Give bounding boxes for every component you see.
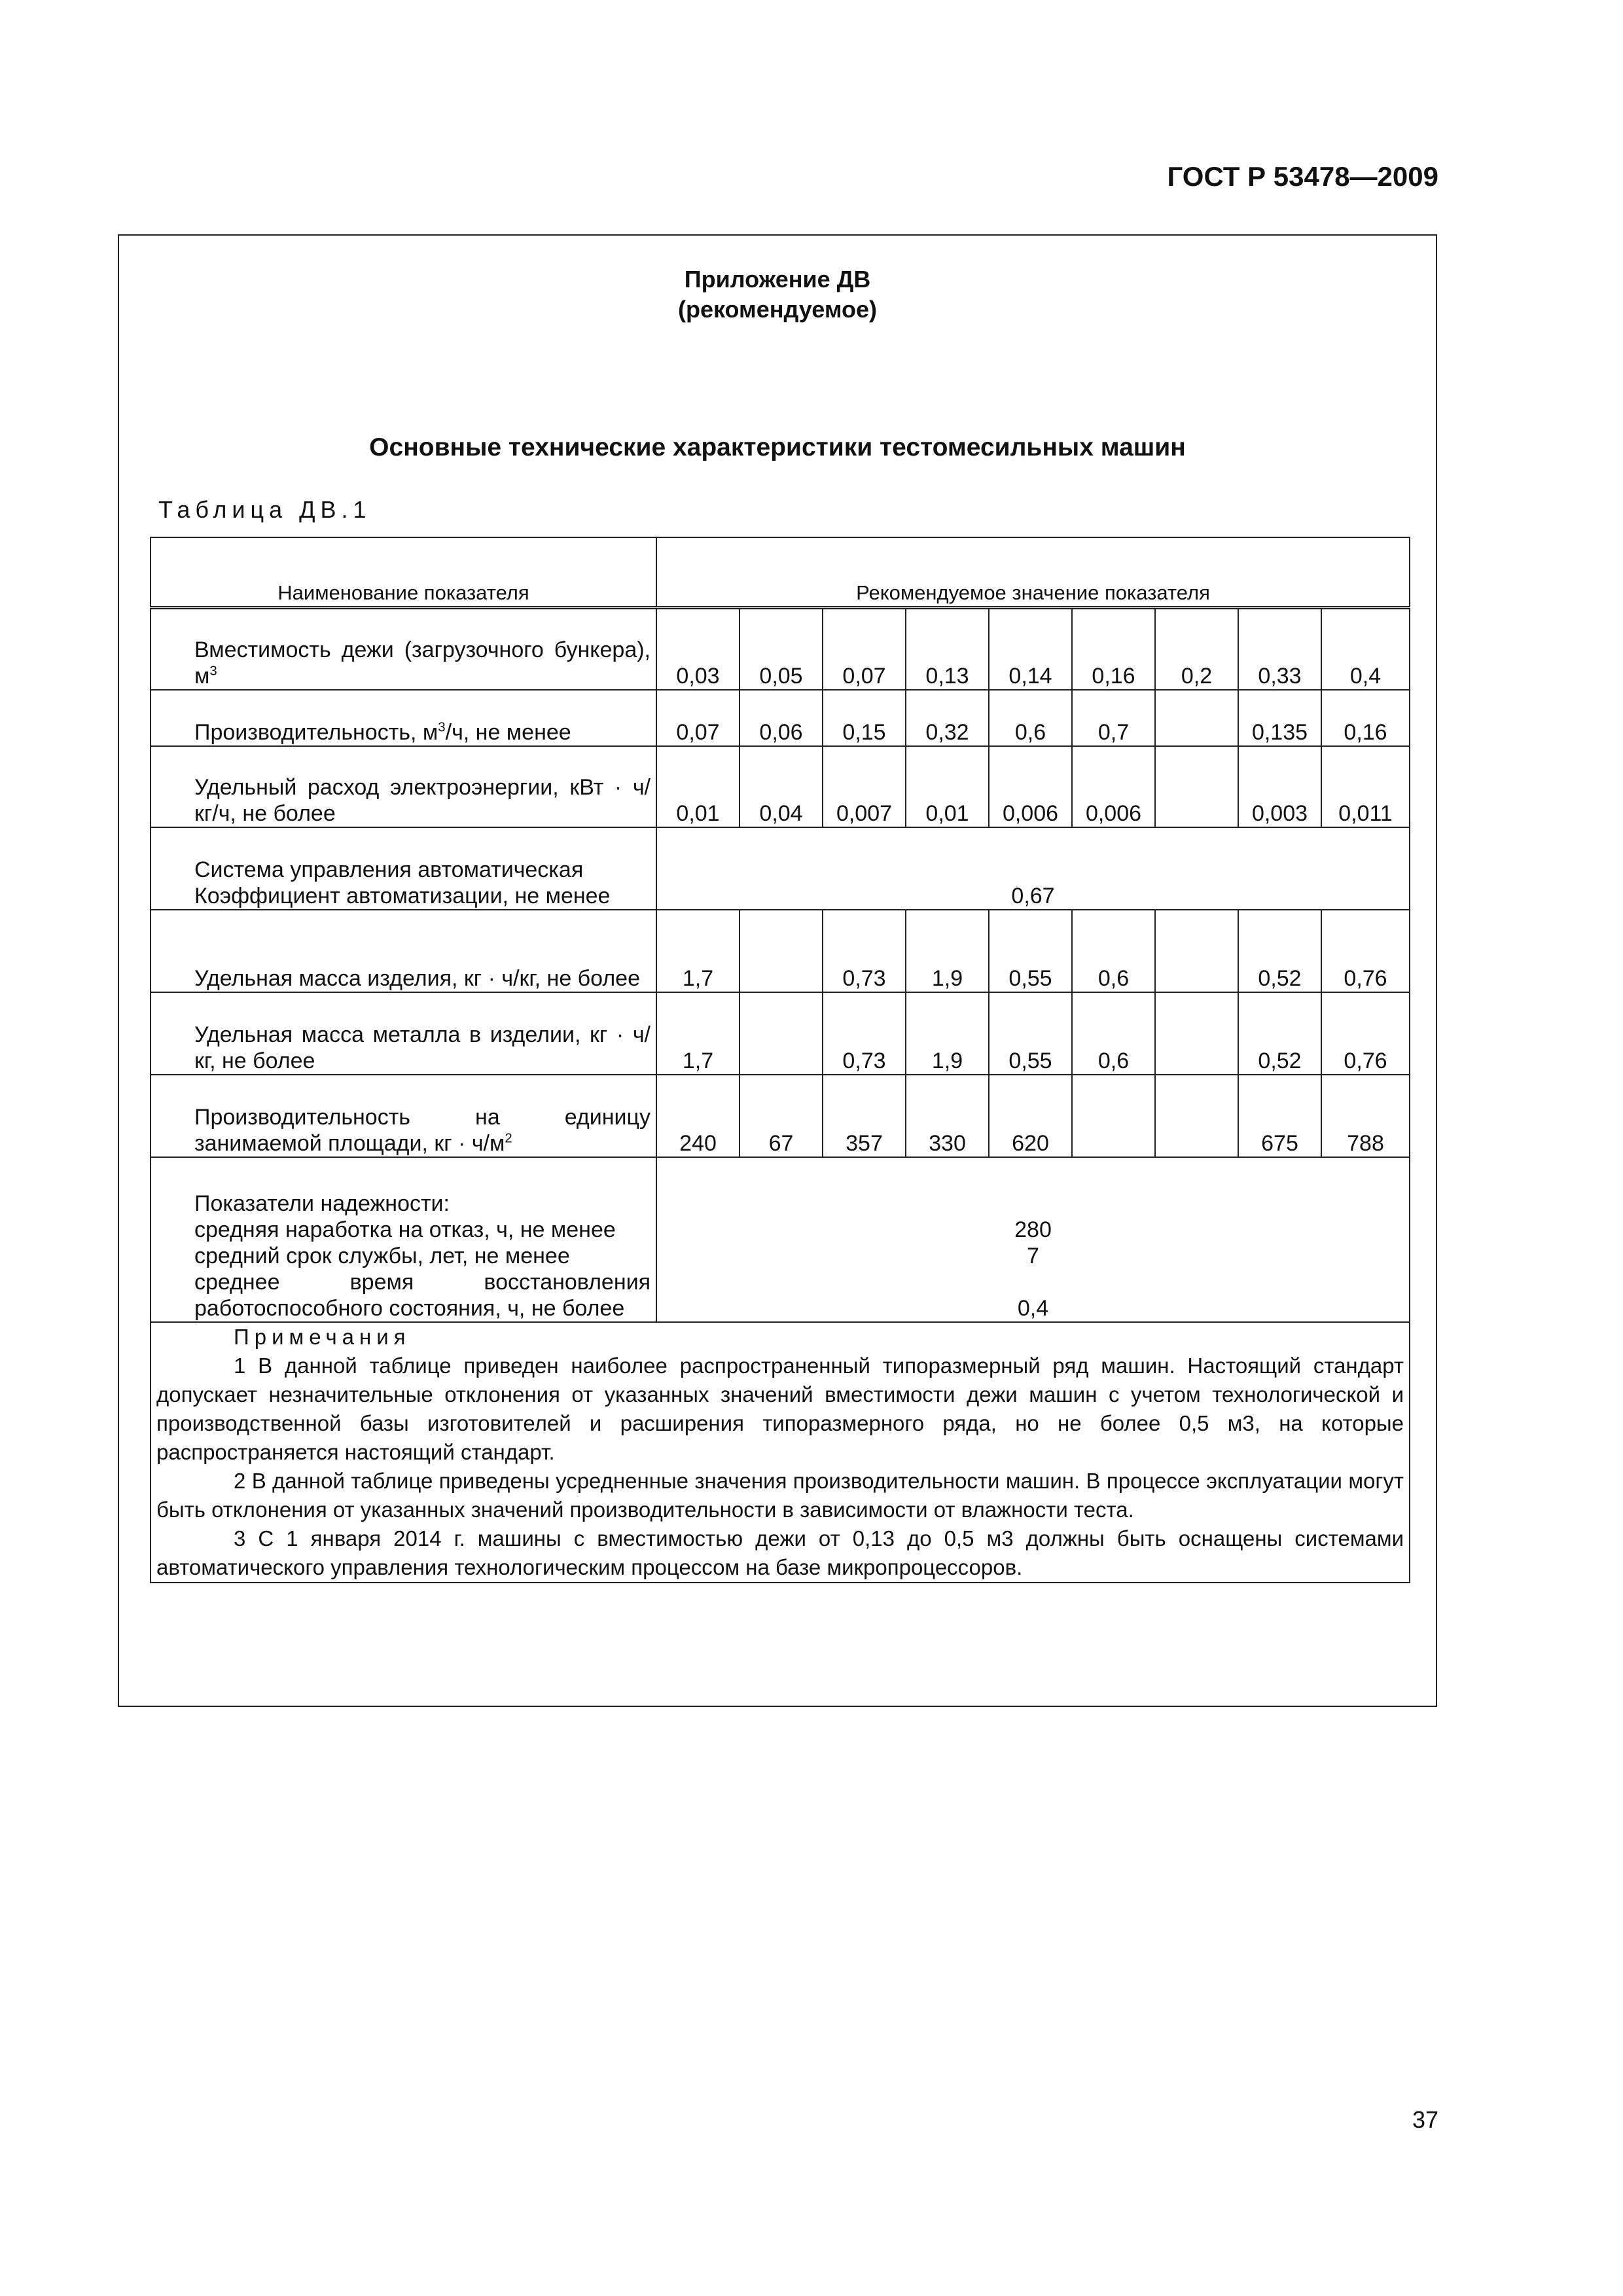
row-name	[151, 1075, 656, 1157]
blank-line	[662, 1269, 1404, 1295]
value-cell: 240	[656, 1075, 740, 1157]
value-cell: 0,55	[989, 910, 1072, 992]
table-row	[151, 608, 1410, 691]
appendix-title: Приложение ДВ	[684, 266, 871, 293]
row-name-part: Производительность, м	[194, 720, 438, 745]
row-name-text: Показатели надежности:	[194, 1191, 450, 1216]
value-cell: 675	[1238, 1075, 1321, 1157]
value-cell: 1,7	[656, 992, 740, 1075]
value-cell: 0,73	[823, 910, 906, 992]
main-title: Основные технические характеристики тестомесильных машин	[369, 433, 1186, 461]
row-name-part: /ч, не менее	[445, 720, 571, 745]
row-name-text: Удельный расход электроэнергии, кВт · ч/кг/ч, не более	[194, 775, 651, 826]
row-name-text	[156, 719, 651, 745]
page-number: 37	[1412, 2106, 1438, 2133]
value-cell: 0,13	[906, 608, 989, 691]
table-row	[151, 827, 1410, 910]
row-name-text: среднее время восстановления работоспособного состояния, ч, не более	[194, 1270, 651, 1321]
value-cell: 0,55	[989, 992, 1072, 1075]
table-row	[151, 690, 1410, 746]
appendix-subtitle: (рекомендуемое)	[678, 296, 877, 323]
value-cell: 0,01	[906, 746, 989, 827]
value-cell: 0,135	[1238, 690, 1321, 746]
row-name-text	[156, 1104, 651, 1157]
value-cell: 0,76	[1321, 910, 1410, 992]
value-cell: 0,03	[656, 608, 740, 691]
value-cell	[1155, 992, 1238, 1075]
merged-value-cell	[656, 1157, 1410, 1322]
value-cell: 0,07	[656, 690, 740, 746]
value-cell: 0,16	[1072, 608, 1155, 691]
value-cell: 330	[906, 1075, 989, 1157]
row-name	[151, 827, 656, 910]
table-row	[151, 910, 1410, 992]
note-item: 3 С 1 января 2014 г. машины с вместимостью дежи от 0,13 до 0,5 м3 должны быть оснащены системами автоматического управления технологическим процессом на базе микропроцессоров.	[156, 1526, 1404, 1579]
spec-table	[150, 537, 1410, 1583]
value-cell: 0,16	[1321, 690, 1410, 746]
value-cell: 0,52	[1238, 910, 1321, 992]
value-cell	[1072, 1075, 1155, 1157]
reliability-value: 0,4	[1017, 1296, 1049, 1321]
value-cell: 0,007	[823, 746, 906, 827]
value-cell: 0,32	[906, 690, 989, 746]
value-cell: 0,6	[1072, 992, 1155, 1075]
notes-row	[151, 1322, 1410, 1583]
value-cell: 0,06	[740, 690, 823, 746]
value-cell: 0,006	[989, 746, 1072, 827]
column-header-name: Наименование показателя	[151, 537, 656, 608]
value-cell: 0,33	[1238, 608, 1321, 691]
value-cell: 0,14	[989, 608, 1072, 691]
value-cell	[740, 910, 823, 992]
appendix-frame	[118, 234, 1437, 1707]
row-name-text: Удельная масса изделия, кг · ч/кг, не более	[194, 966, 640, 991]
value-cell: 0,04	[740, 746, 823, 827]
value-cell	[1155, 1075, 1238, 1157]
value-cell: 1,9	[906, 910, 989, 992]
value-cell: 0,01	[656, 746, 740, 827]
table-row	[151, 992, 1410, 1075]
value-cell: 0,011	[1321, 746, 1410, 827]
note-item: 1 В данной таблице приведен наиболее распространенный типоразмерный ряд машин. Настоящий стандарт допускает незначительные отклонения от указанных значений вместимости дежи машин с учетом технологической и производственной базы изготовителей и расширения типоразмерного ряда, но не более 0,5 м3, на которые распространяется настоящий стандарт.	[156, 1354, 1404, 1464]
table-row	[151, 1075, 1410, 1157]
row-name	[151, 910, 656, 992]
table-label: Таблица ДВ.1	[158, 496, 372, 523]
value-cell: 0,6	[1072, 910, 1155, 992]
value-cell: 0,4	[1321, 608, 1410, 691]
unit-superscript: 3	[209, 664, 217, 679]
value-cell: 0,6	[989, 690, 1072, 746]
document-code: ГОСТ Р 53478—2009	[1167, 161, 1438, 192]
value-cell: 620	[989, 1075, 1072, 1157]
row-name-text: Вместимость дежи (загрузочного бункера), $м^3$	[194, 637, 651, 689]
row-name-text: Коэффициент автоматизации, не менее	[194, 884, 611, 908]
value-cell	[740, 992, 823, 1075]
notes-cell	[151, 1322, 1410, 1583]
table-row	[151, 1157, 1410, 1322]
reliability-value: 7	[1027, 1244, 1039, 1268]
value-cell: 0,07	[823, 608, 906, 691]
table-row	[151, 746, 1410, 827]
value-cell: 0,006	[1072, 746, 1155, 827]
reliability-value: 280	[1014, 1217, 1052, 1242]
note-item: 2 В данной таблице приведены усредненные значения производительности машин. В процессе эксплуатации могут быть отклонения от указанных значений производительности в зависимости от влажности теста.	[156, 1469, 1404, 1522]
value-cell: 0,05	[740, 608, 823, 691]
row-name-text: средний срок службы, лет, не менее	[194, 1244, 570, 1268]
row-name	[151, 608, 656, 691]
merged-value-cell: 0,67	[656, 827, 1410, 910]
row-name-text: Удельная масса металла в изделии, кг · ч/ кг, не более	[194, 1022, 651, 1073]
row-name	[151, 992, 656, 1075]
value-cell: 357	[823, 1075, 906, 1157]
row-name-text: Система управления автоматическая	[194, 857, 584, 882]
row-name-text: средняя наработка на отказ, ч, не менее	[194, 1217, 616, 1242]
value-cell: 1,7	[656, 910, 740, 992]
value-cell: 788	[1321, 1075, 1410, 1157]
value-cell: 0,76	[1321, 992, 1410, 1075]
row-name	[151, 1157, 656, 1322]
value-cell: 0,7	[1072, 690, 1155, 746]
row-name-part: Производительность на единицу занимаемой площади, кг · ч/м	[194, 1105, 651, 1156]
unit-superscript: 3	[438, 720, 446, 735]
value-cell: 67	[740, 1075, 823, 1157]
value-cell	[1155, 746, 1238, 827]
notes-heading: Примечания	[234, 1325, 411, 1349]
value-cell: 0,73	[823, 992, 906, 1075]
value-cell: 0,2	[1155, 608, 1238, 691]
value-cell: 0,003	[1238, 746, 1321, 827]
value-cell: 0,15	[823, 690, 906, 746]
row-name	[151, 690, 656, 746]
value-cell: 0,52	[1238, 992, 1321, 1075]
value-cell	[1155, 910, 1238, 992]
row-name	[151, 746, 656, 827]
column-header-value: Рекомендуемое значение показателя	[656, 537, 1410, 608]
value-cell: 1,9	[906, 992, 989, 1075]
appendix-heading	[119, 264, 1436, 325]
unit-superscript: 2	[505, 1131, 512, 1146]
value-cell	[1155, 690, 1238, 746]
table-header-row	[151, 537, 1410, 608]
